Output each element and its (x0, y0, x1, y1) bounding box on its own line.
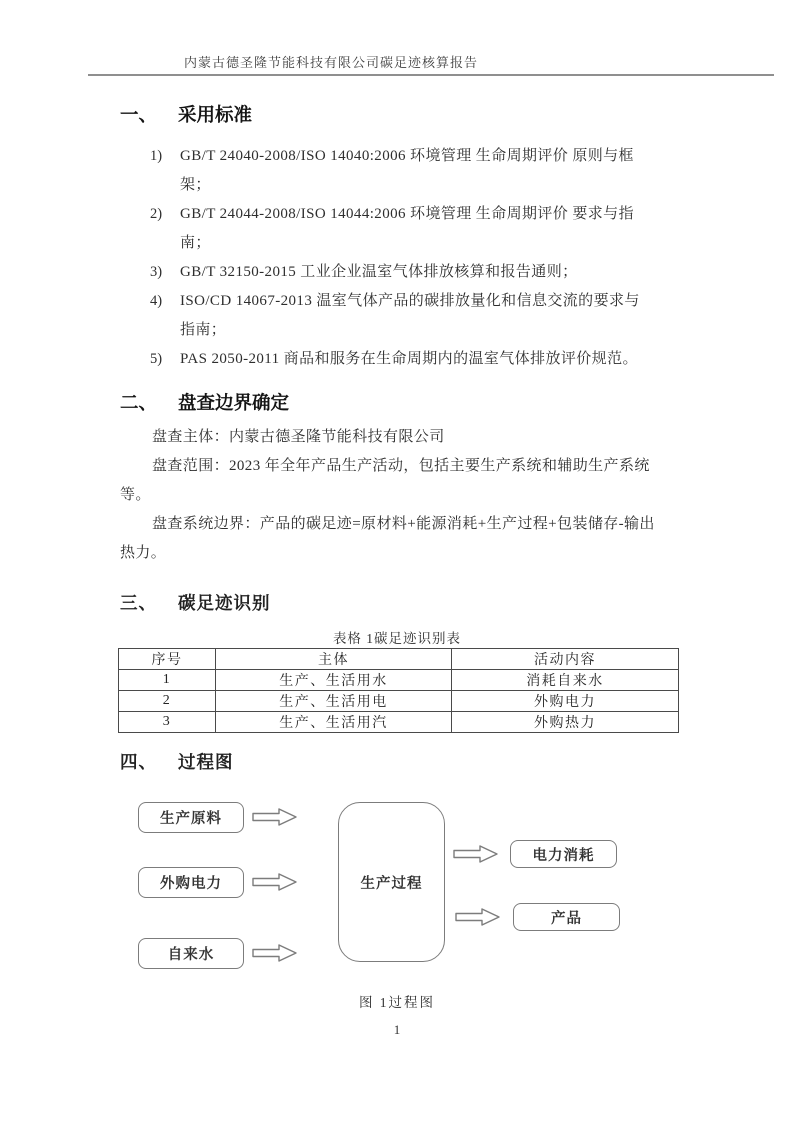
section-title: 盘查边界确定 (178, 392, 290, 413)
list-item-text: 架； (180, 177, 211, 193)
diagram-output-box: 产品 (513, 903, 620, 931)
section-heading-standards (120, 101, 252, 127)
table-cell: 2 (119, 691, 216, 712)
diagram-input-box: 自来水 (138, 938, 244, 969)
table-caption: 表格 1碳足迹识别表 (332, 631, 462, 646)
diagram-output-box: 电力消耗 (510, 840, 617, 868)
list-item (150, 258, 680, 287)
flow-arrow-icon (252, 808, 298, 826)
section-number: 一、 (120, 104, 158, 125)
diagram-input-box: 外购电力 (138, 867, 244, 898)
diagram-process-box: 生产过程 (338, 802, 445, 962)
paragraph-line: 等。 (120, 487, 151, 503)
section-title: 过程图 (178, 752, 234, 772)
boundary-paragraphs (120, 423, 676, 568)
section-heading-boundary (120, 389, 289, 415)
list-item-text: 南； (180, 235, 211, 251)
section-number: 二、 (120, 392, 158, 413)
list-item-number: 2) (150, 206, 163, 222)
table-cell: 生产、生活用汽 (216, 712, 452, 733)
table-cell: 生产、生活用水 (216, 670, 452, 691)
table-row (119, 691, 679, 712)
table-header-row (119, 649, 679, 670)
section-number: 三、 (120, 593, 157, 613)
header-rule (88, 74, 774, 76)
flow-arrow-icon (453, 845, 499, 863)
footprint-identification-table (118, 648, 679, 733)
list-item-text: GB/T 24044-2008/ISO 14044:2006 环境管理 生命周期评价 要求与指 (180, 206, 634, 222)
list-item-text: ISO/CD 14067-2013 温室气体产品的碳排放量化和信息交流的要求与 (180, 293, 640, 309)
flow-arrow-icon (455, 908, 501, 926)
page-number: 1 (393, 1022, 401, 1037)
table-cell: 消耗自来水 (452, 670, 679, 691)
running-header-title: 内蒙古德圣隆节能科技有限公司碳足迹核算报告 (183, 55, 478, 70)
table-cell: 生产、生活用电 (216, 691, 452, 712)
list-item-text: 指南； (180, 322, 227, 338)
flow-arrow-icon (252, 944, 298, 962)
paragraph-line: 热力。 (120, 545, 167, 561)
list-item-text: PAS 2050-2011 商品和服务在生命周期内的温室气体排放评价规范。 (180, 351, 638, 367)
figure-caption: 图 1过程图 (358, 995, 436, 1010)
section-heading-process-diagram (120, 749, 234, 774)
standards-list (150, 142, 680, 374)
list-item (150, 200, 680, 258)
section-number: 四、 (120, 752, 157, 772)
list-item (150, 345, 680, 374)
section-heading-identification (120, 590, 271, 615)
paragraph-line: 盘查系统边界：产品的碳足迹=原材料+能源消耗+生产过程+包装储存-输出 (152, 516, 655, 532)
table-cell: 1 (119, 670, 216, 691)
column-header: 主体 (216, 649, 452, 670)
table-row (119, 670, 679, 691)
section-title: 采用标准 (178, 104, 253, 125)
list-item-text: GB/T 32150-2015 工业企业温室气体排放核算和报告通则； (180, 264, 578, 280)
list-item-number: 4) (150, 293, 163, 309)
table-row (119, 712, 679, 733)
list-item-number: 1) (150, 148, 163, 164)
table-cell: 外购电力 (452, 691, 679, 712)
paragraph-line: 盘查范围：2023 年全年产品生产活动，包括主要生产系统和辅助生产系统 (152, 458, 650, 474)
list-item-number: 3) (150, 264, 163, 280)
diagram-input-box: 生产原料 (138, 802, 244, 833)
process-flow-diagram (0, 790, 794, 990)
section-title: 碳足迹识别 (178, 593, 271, 613)
flow-arrow-icon (252, 873, 298, 891)
table-cell: 3 (119, 712, 216, 733)
paragraph-line: 盘查主体：内蒙古德圣隆节能科技有限公司 (152, 429, 445, 445)
column-header: 序号 (119, 649, 216, 670)
list-item-text: GB/T 24040-2008/ISO 14040:2006 环境管理 生命周期评价 原则与框 (180, 148, 634, 164)
table-cell: 外购热力 (452, 712, 679, 733)
list-item-number: 5) (150, 351, 163, 367)
list-item (150, 142, 680, 200)
list-item (150, 287, 680, 345)
column-header: 活动内容 (452, 649, 679, 670)
